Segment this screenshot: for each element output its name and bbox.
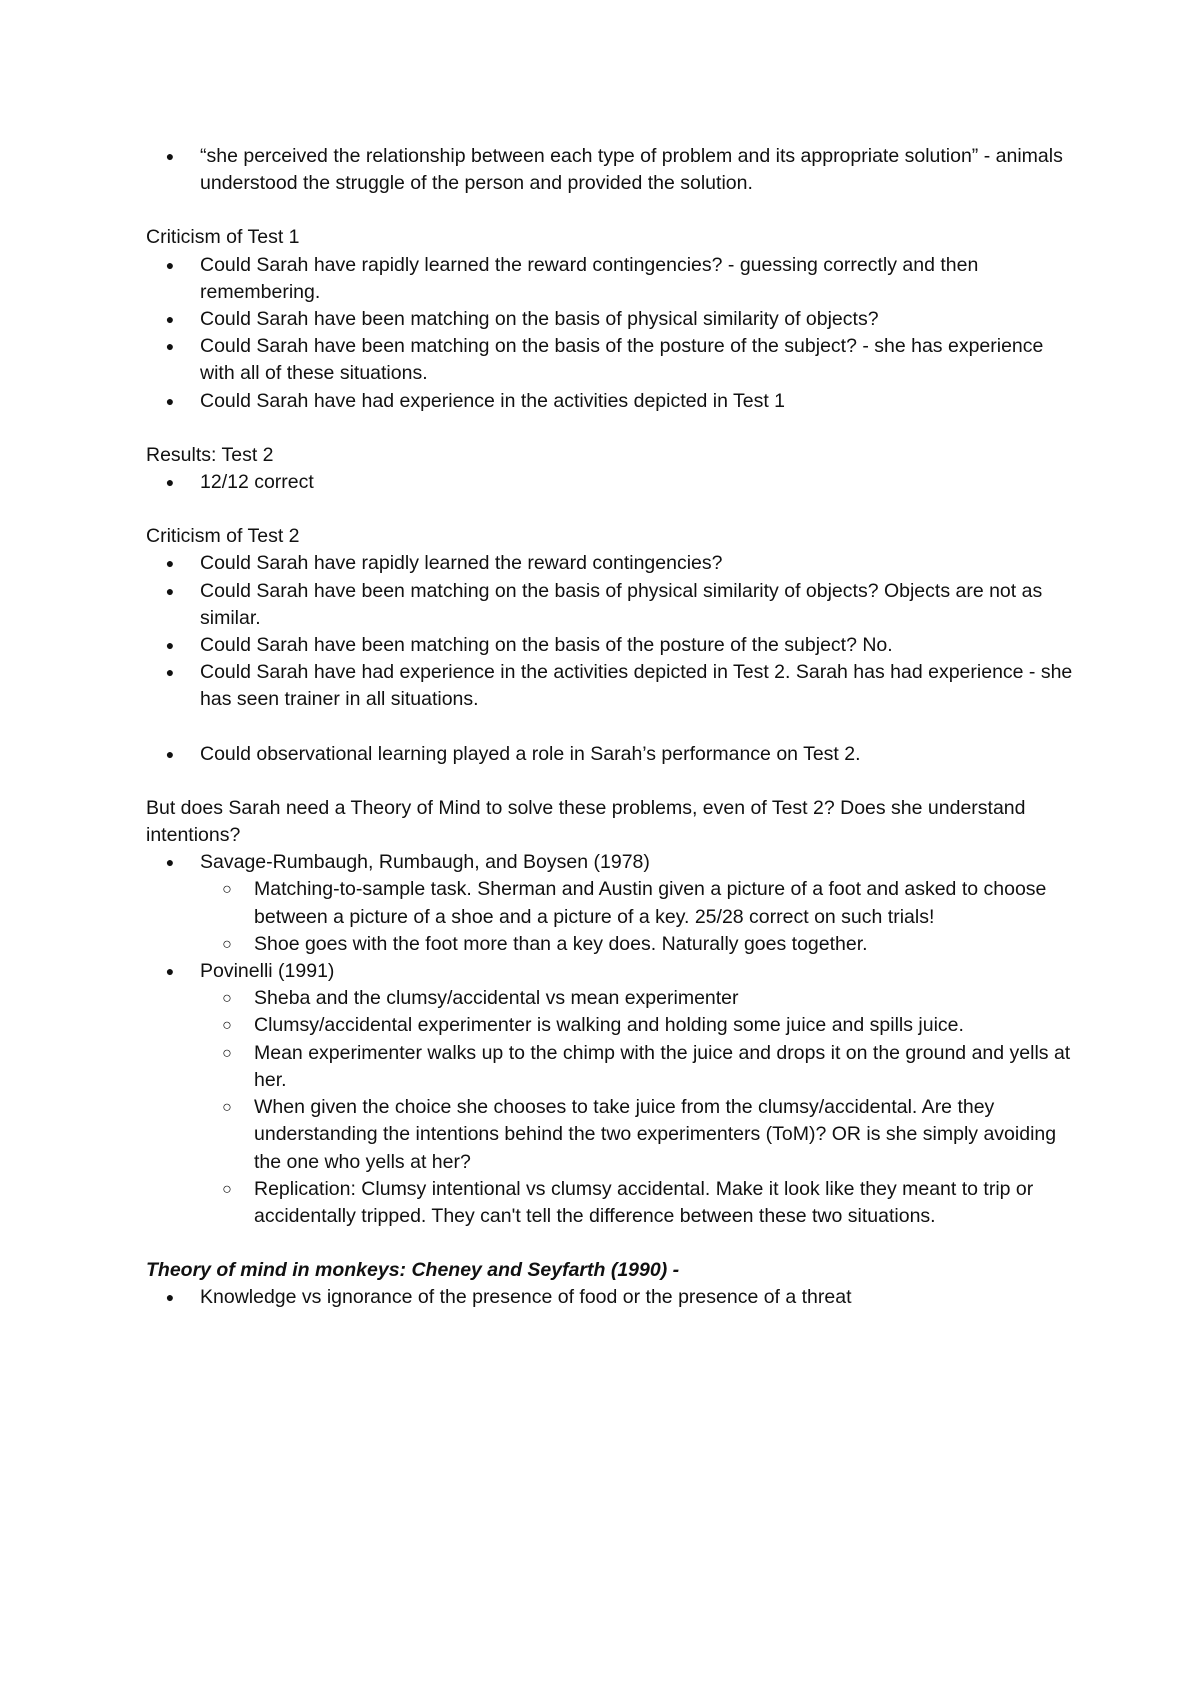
bullet-icon: ● — [165, 582, 175, 599]
bullet-icon: ● — [165, 1289, 175, 1306]
list-item-text: “she perceived the relationship between each type of problem and its appropriate solution” - animals understood the struggle of the person and provided the solution. — [200, 145, 1063, 195]
tom-question-paragraph: But does Sarah need a Theory of Mind to solve these problems, even of Test 2? Does she understand intentions? — [146, 796, 1026, 847]
sub-list-item-text: Replication: Clumsy intentional vs clumsy accidental. Make it look like they meant to trip or accidentally tripped. They can't tell the difference between these two situations. — [254, 1177, 1034, 1227]
circle-bullet-icon: ○ — [222, 990, 232, 1008]
list-item-text: Knowledge vs ignorance of the presence of food or the presence of a threat — [200, 1286, 852, 1309]
bullet-icon: ● — [165, 256, 175, 273]
sub-list-item — [200, 985, 1076, 1012]
circle-bullet-icon: ○ — [222, 881, 232, 899]
list-item-text: Could Sarah have had experience in the activities depicted in Test 1 — [200, 389, 786, 412]
list-item — [146, 849, 1076, 958]
list-item — [146, 632, 1076, 659]
sub-list-item-text: Clumsy/accidental experimenter is walking and holding some juice and spills juice. — [254, 1014, 964, 1037]
sub-list-item-text: Mean experimenter walks up to the chimp with the juice and drops it on the ground and yells at her. — [254, 1041, 1071, 1091]
criticism-test-2-list — [146, 550, 1076, 767]
bullet-icon: ● — [165, 637, 175, 654]
sub-list-item — [200, 1040, 1076, 1094]
circle-bullet-icon: ○ — [222, 1180, 232, 1198]
study-points-list — [200, 876, 1076, 958]
list-spacer — [146, 714, 1076, 741]
bullet-icon: ● — [165, 745, 175, 762]
list-item-text: Could Sarah have been matching on the basis of physical similarity of objects? — [200, 308, 879, 331]
list-item-text: Could Sarah have been matching on the basis of the posture of the subject? No. — [200, 634, 893, 657]
sub-list-item-text: Shoe goes with the foot more than a key does. Naturally goes together. — [254, 932, 868, 955]
list-item — [146, 388, 1076, 415]
list-item — [146, 659, 1076, 713]
sub-list-item — [200, 1012, 1076, 1039]
sub-list-item — [200, 876, 1076, 930]
study-points-list — [200, 985, 1076, 1230]
circle-bullet-icon: ○ — [222, 1099, 232, 1117]
sub-list-item — [200, 931, 1076, 958]
bullet-icon: ● — [165, 148, 175, 164]
bullet-icon: ● — [165, 392, 175, 409]
bullet-icon: ● — [165, 664, 175, 681]
list-item — [146, 252, 1076, 306]
sub-list-item-text: Matching-to-sample task. Sherman and Austin given a picture of a foot and asked to choose between a picture of a shoe and a picture of a key. 25/28 correct on such trials! — [254, 878, 1047, 928]
list-item — [146, 306, 1076, 333]
section-heading-criticism-test-2: Criticism of Test 2 — [146, 525, 300, 548]
sub-list-item-text: Sheba and the clumsy/accidental vs mean experimenter — [254, 987, 739, 1010]
study-title: Povinelli (1991) — [200, 960, 335, 983]
section-heading-results-test-2: Results: Test 2 — [146, 443, 274, 466]
sub-list-item-text: When given the choice she chooses to take juice from the clumsy/accidental. Are they understanding the intentions behind the two experimenters (ToM)? OR is she simply avoiding the one who yells at her? — [254, 1096, 1057, 1173]
section-heading-monkeys: Theory of mind in monkeys: Cheney and Seyfarth (1990) - — [146, 1259, 680, 1282]
list-item — [146, 958, 1076, 1230]
section-heading-criticism-test-1: Criticism of Test 1 — [146, 226, 300, 249]
sub-list-item — [200, 1094, 1076, 1176]
list-item-text: Could Sarah have been matching on the basis of physical similarity of objects? Objects are not as similar. — [200, 579, 1043, 629]
list-item-text: Could Sarah have rapidly learned the reward contingencies? - guessing correctly and then remembering. — [200, 253, 979, 303]
bullet-icon: ● — [165, 338, 175, 355]
sub-list-item — [200, 1176, 1076, 1230]
bullet-icon: ● — [165, 963, 175, 980]
list-item — [146, 469, 1076, 496]
list-item — [146, 333, 1076, 387]
bullet-icon: ● — [165, 474, 175, 491]
list-item — [146, 578, 1076, 632]
tom-studies-list — [146, 849, 1076, 1230]
list-item-text: 12/12 correct — [200, 471, 314, 494]
results-test-2-list — [146, 469, 1076, 496]
bullet-icon: ● — [165, 555, 175, 572]
circle-bullet-icon: ○ — [222, 1044, 232, 1062]
list-item — [146, 1284, 1076, 1311]
list-item-text: Could Sarah have had experience in the activities depicted in Test 2. Sarah has had experience - she has seen trainer in all situations. — [200, 661, 1073, 711]
list-item-text: Could Sarah have rapidly learned the reward contingencies? — [200, 552, 723, 575]
bullet-icon: ● — [165, 311, 175, 328]
document-page — [146, 143, 1076, 1312]
list-item-text: Could observational learning played a role in Sarah’s performance on Test 2. — [200, 742, 861, 765]
intro-list — [146, 143, 1076, 197]
list-item — [146, 741, 1076, 768]
list-item-text: Could Sarah have been matching on the basis of the posture of the subject? - she has experience with all of these situations. — [200, 335, 1044, 385]
list-item — [146, 143, 1076, 197]
bullet-icon: ● — [165, 854, 175, 871]
study-title: Savage-Rumbaugh, Rumbaugh, and Boysen (1978) — [200, 851, 650, 874]
list-item — [146, 550, 1076, 577]
monkeys-list — [146, 1284, 1076, 1311]
circle-bullet-icon: ○ — [222, 1017, 232, 1035]
criticism-test-1-list — [146, 252, 1076, 415]
circle-bullet-icon: ○ — [222, 935, 232, 953]
